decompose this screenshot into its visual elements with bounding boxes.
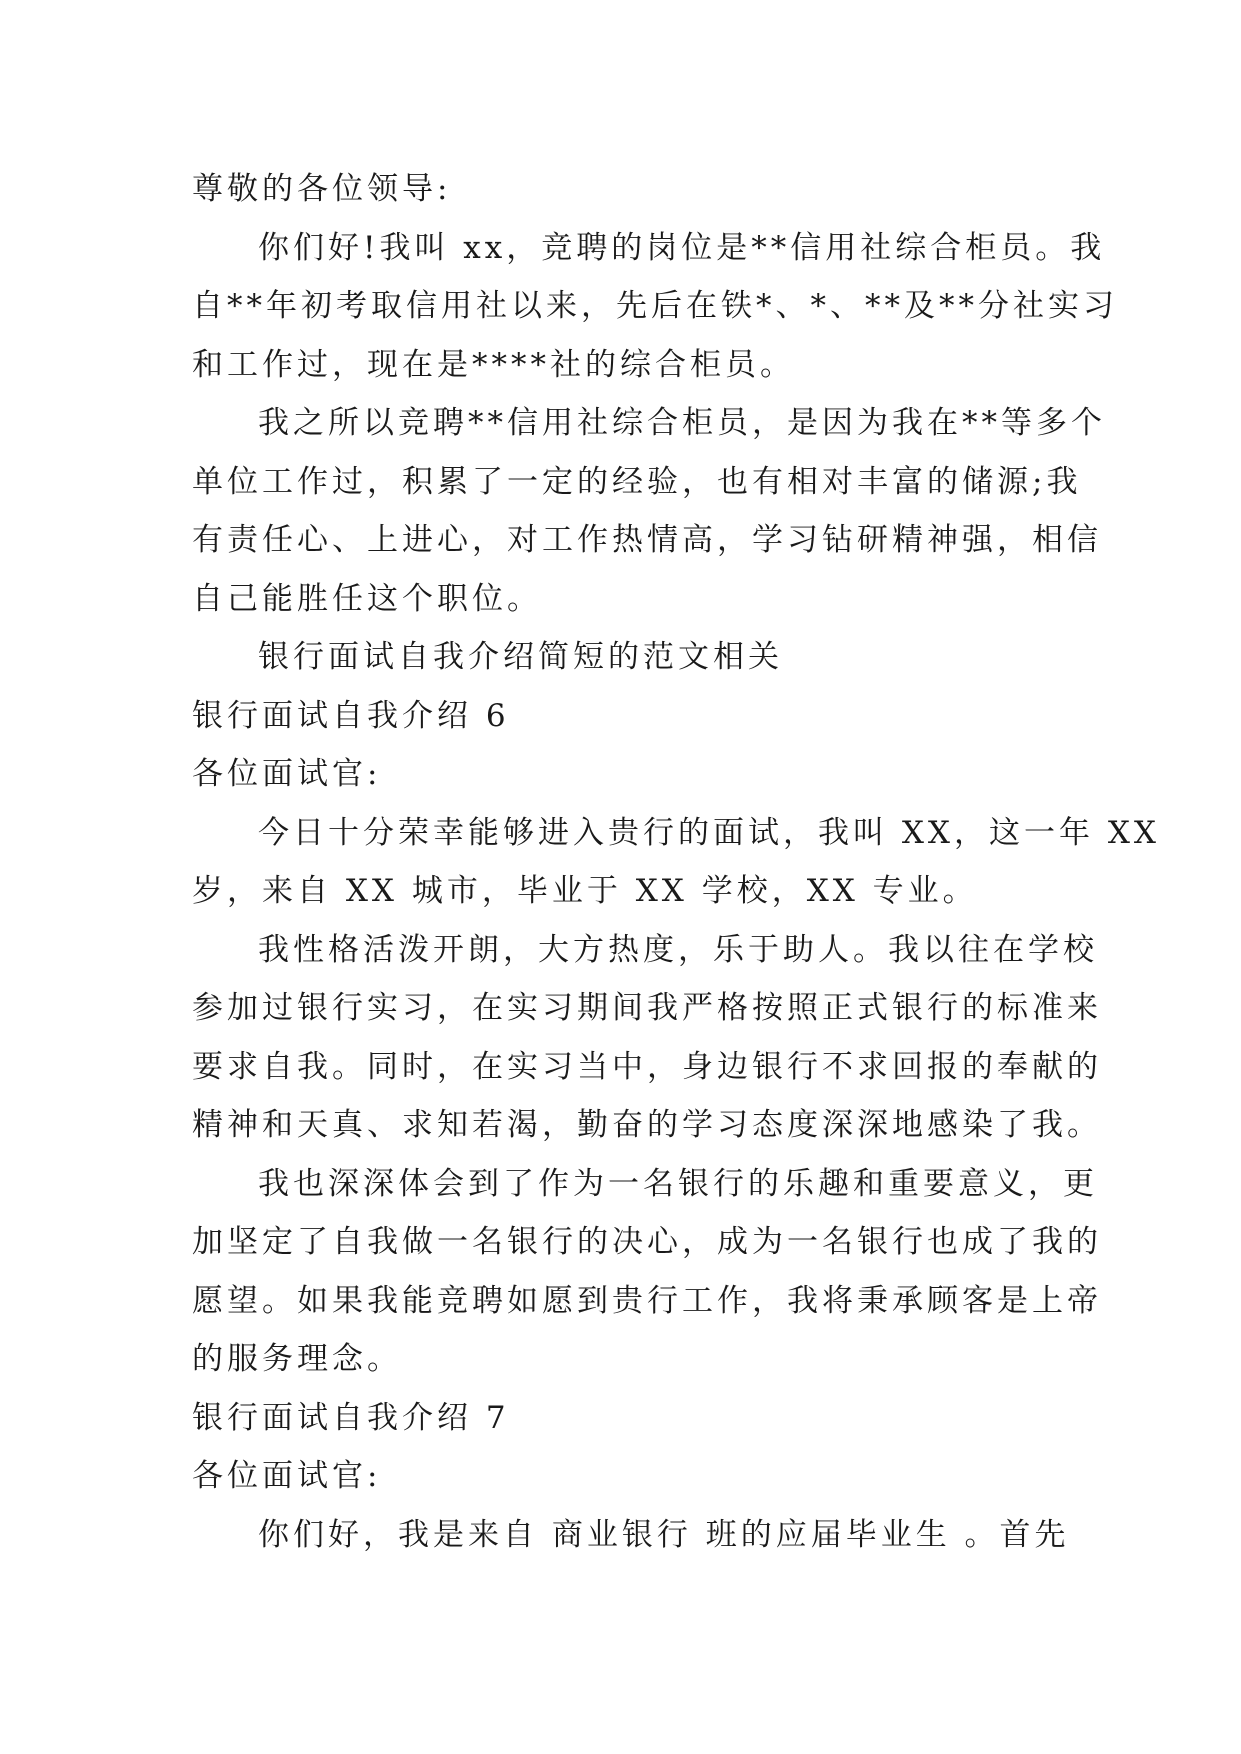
paragraph-line: 加坚定了自我做一名银行的决心，成为一名银行也成了我的	[192, 1224, 1102, 1260]
paragraph-line: 要求自我。同时，在实习当中，身边银行不求回报的奉献的	[192, 1048, 1102, 1085]
salutation: 各位面试官:	[192, 756, 382, 792]
document-body	[192, 160, 1160, 1564]
paragraph-line: 银行面试自我介绍简短的范文相关	[258, 639, 783, 675]
paragraph-line: 你们好，我是来自 商业银行 班的应届毕业生 。首先	[258, 1516, 1070, 1553]
section-heading: 银行面试自我介绍 6	[192, 697, 510, 734]
paragraph-line: 自己能胜任这个职位。	[192, 580, 542, 617]
paragraph-line: 有责任心、上进心，对工作热情高，学习钻研精神强，相信	[192, 522, 1102, 558]
paragraph-line: 愿望。如果我能竞聘如愿到贵行工作，我将秉承顾客是上帝	[192, 1282, 1102, 1319]
paragraph-line: 参加过银行实习，在实习期间我严格按照正式银行的标准来	[192, 990, 1102, 1026]
salutation: 各位面试官:	[192, 1458, 382, 1494]
paragraph-line: 岁，来自 XX 城市，毕业于 XX 学校，XX 专业。	[192, 873, 978, 909]
section-heading: 银行面试自我介绍 7	[192, 1399, 510, 1436]
paragraph-line: 单位工作过，积累了一定的经验，也有相对丰富的储源;我	[192, 463, 1082, 500]
paragraph-line: 我之所以竞聘**信用社综合柜员，是因为我在**等多个	[258, 405, 1106, 441]
paragraph-line: 今日十分荣幸能够进入贵行的面试，我叫 XX，这一年 XX	[258, 814, 1160, 851]
paragraph-line: 的服务理念。	[192, 1341, 402, 1377]
paragraph-line: 自**年初考取信用社以来，先后在铁*、*、**及**分社实习	[192, 288, 1118, 324]
paragraph-line: 精神和天真、求知若渴，勤奋的学习态度深深地感染了我。	[192, 1107, 1102, 1143]
paragraph-line: 你们好!我叫 xx，竞聘的岗位是**信用社综合柜员。我	[258, 229, 1106, 266]
paragraph-line: 和工作过，现在是****社的综合柜员。	[192, 346, 795, 383]
paragraph-line: 我性格活泼开朗，大方热度，乐于助人。我以往在学校	[258, 931, 1098, 968]
paragraph-line: 我也深深体会到了作为一名银行的乐趣和重要意义，更	[258, 1165, 1098, 1202]
salutation: 尊敬的各位领导:	[192, 171, 452, 207]
